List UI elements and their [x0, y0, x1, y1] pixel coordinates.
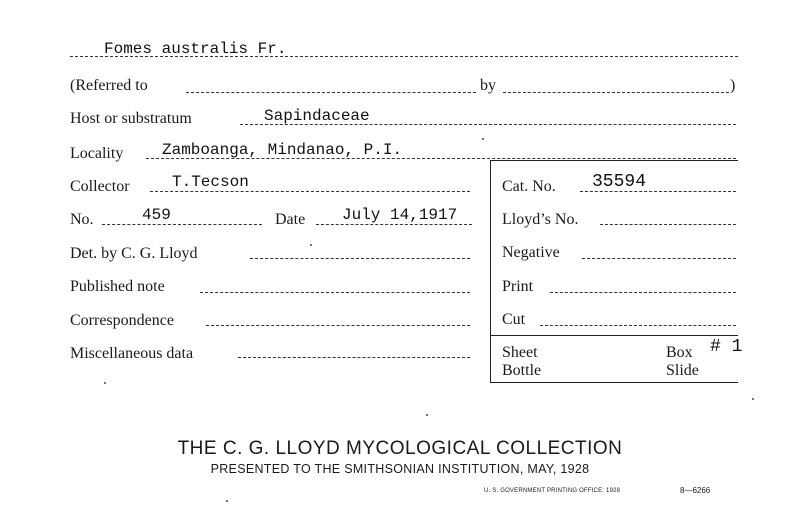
printer-imprint: U. S. GOVERNMENT PRINTING OFFICE: 1928: [484, 488, 621, 494]
collector-value: T.Tecson: [172, 173, 249, 191]
catalog-box-left-border: [490, 160, 491, 382]
date-line: [316, 224, 472, 225]
scan-speck: [752, 398, 754, 400]
lloyds-no-label: Lloyd’s No.: [502, 211, 579, 228]
negative-label: Negative: [502, 244, 560, 261]
date-label: Date: [275, 211, 306, 228]
det-by-label: Det. by C. G. Lloyd: [70, 245, 198, 262]
collector-label: Collector: [70, 178, 130, 195]
cat-no-value: 35594: [592, 172, 647, 192]
lloyds-no-line: [600, 224, 736, 225]
correspondence-line: [206, 325, 470, 326]
miscellaneous-label: Miscellaneous data: [70, 345, 194, 362]
slide-label: Slide: [666, 362, 699, 379]
catalog-box-divider: [490, 335, 738, 336]
sheet-label: Sheet: [502, 344, 538, 361]
published-note-line: [200, 292, 470, 293]
scan-speck: [226, 500, 228, 502]
host-line: [240, 124, 736, 125]
no-label: No.: [70, 211, 94, 228]
box-label: Box: [666, 344, 693, 361]
form-number: 8—6266: [680, 486, 711, 495]
box-value: # 1: [710, 337, 743, 357]
referred-to-label: (Referred to: [70, 77, 148, 94]
cat-no-line: [580, 191, 736, 192]
catalog-box-top-border: [490, 160, 738, 161]
no-value: 459: [142, 206, 171, 224]
negative-line: [582, 258, 736, 259]
referred-to-line: [186, 92, 476, 93]
collector-line: [150, 191, 470, 192]
collection-title: THE C. G. LLOYD MYCOLOGICAL COLLECTION: [177, 438, 623, 459]
host-label: Host or substratum: [70, 110, 192, 127]
cat-no-label: Cat. No.: [502, 178, 556, 195]
cut-label: Cut: [502, 311, 526, 328]
miscellaneous-line: [238, 357, 470, 358]
no-line: [102, 224, 262, 225]
date-value: July 14,1917: [342, 206, 458, 224]
locality-line: [146, 158, 736, 159]
species-name: Fomes australis Fr.: [104, 40, 287, 58]
catalog-box-bottom-border: [490, 382, 738, 383]
scan-speck: [482, 138, 484, 140]
published-note-label: Published note: [70, 278, 165, 295]
species-line: [70, 56, 738, 57]
close-paren: ): [730, 77, 736, 94]
scan-speck: [104, 382, 106, 384]
locality-label: Locality: [70, 145, 124, 162]
print-line: [550, 292, 736, 293]
scan-speck: [310, 244, 312, 246]
collection-subtitle: PRESENTED TO THE SMITHSONIAN INSTITUTION, MAY, 1928: [210, 462, 590, 476]
correspondence-label: Correspondence: [70, 312, 174, 329]
bottle-label: Bottle: [502, 362, 542, 379]
by-label: by: [480, 77, 496, 94]
print-label: Print: [502, 278, 534, 295]
scan-speck: [426, 414, 428, 416]
locality-value: Zamboanga, Mindanao, P.I.: [162, 141, 403, 159]
det-by-line: [250, 258, 470, 259]
cut-line: [540, 325, 736, 326]
by-line: [503, 92, 729, 93]
host-value: Sapindaceae: [264, 107, 370, 125]
